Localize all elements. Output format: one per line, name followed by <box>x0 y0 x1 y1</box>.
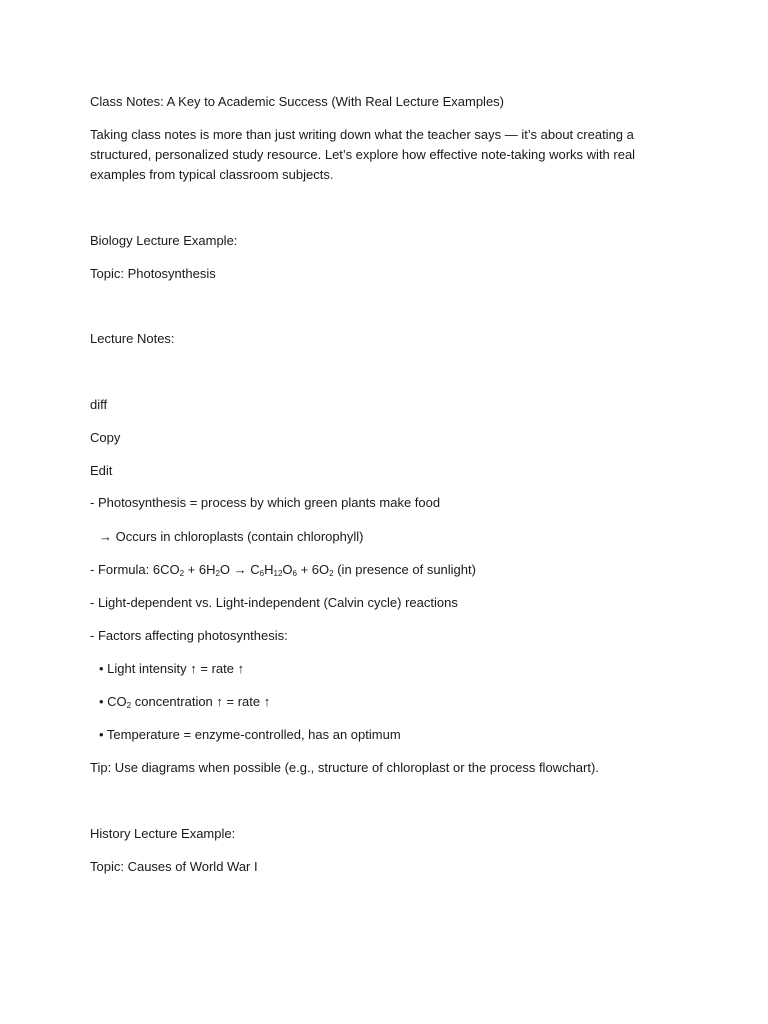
formula-part: H <box>264 562 274 577</box>
factor-bullet-temperature: • Temperature = enzyme-controlled, has an optimum <box>99 727 401 742</box>
biology-tip: Tip: Use diagrams when possible (e.g., structure of chloroplast or the process flowchart). <box>90 760 599 775</box>
formula-part: (in presence of sunlight) <box>333 562 476 577</box>
formula-subscript: 6 <box>292 569 297 578</box>
formula-part: + 6O <box>296 562 330 577</box>
biology-topic: Topic: Photosynthesis <box>90 266 216 281</box>
factor-bullet-light: • Light intensity ↑ = rate ↑ <box>99 661 245 676</box>
note-line-formula <box>90 560 476 580</box>
code-language-label: diff <box>90 397 108 412</box>
factor-bullet-co2 <box>99 692 270 712</box>
formula-part: O → C <box>219 562 260 577</box>
copy-label: Copy <box>90 430 121 445</box>
history-topic: Topic: Causes of World War I <box>90 859 258 874</box>
intro-paragraph: Taking class notes is more than just writing down what the teacher says — it’s about creating a structured, personalized study resource. Let’s explore how effective note-taking works with real examples from typical classroom subjects. <box>90 127 636 182</box>
formula-subscript: 6 <box>259 569 265 578</box>
bullet-part: concentration ↑ = rate ↑ <box>131 694 271 709</box>
note-line-reactions: - Light-dependent vs. Light-independent (Calvin cycle) reactions <box>90 595 458 610</box>
bullet-part: • CO <box>99 694 127 709</box>
biology-heading: Biology Lecture Example: <box>90 233 238 248</box>
formula-part: O <box>282 562 293 577</box>
note-line-factors: - Factors affecting photosynthesis: <box>90 628 288 643</box>
document-title: Class Notes: A Key to Academic Success (With Real Lecture Examples) <box>90 94 505 109</box>
formula-subscript: 2 <box>179 569 185 578</box>
formula-subscript: 12 <box>273 569 283 578</box>
edit-label: Edit <box>90 463 113 478</box>
formula-subscript: 2 <box>215 569 220 578</box>
formula-subscript: 2 <box>329 569 334 578</box>
formula-part: - Formula: 6CO <box>90 562 180 577</box>
note-line-chloroplasts: → Occurs in chloroplasts (contain chlorophyll) <box>99 529 364 544</box>
history-heading: History Lecture Example: <box>90 826 236 841</box>
lecture-notes-heading: Lecture Notes: <box>90 331 175 346</box>
bullet-subscript: 2 <box>126 701 132 710</box>
formula-part: + 6H <box>184 562 216 577</box>
note-line-definition: - Photosynthesis = process by which green plants make food <box>90 495 441 510</box>
